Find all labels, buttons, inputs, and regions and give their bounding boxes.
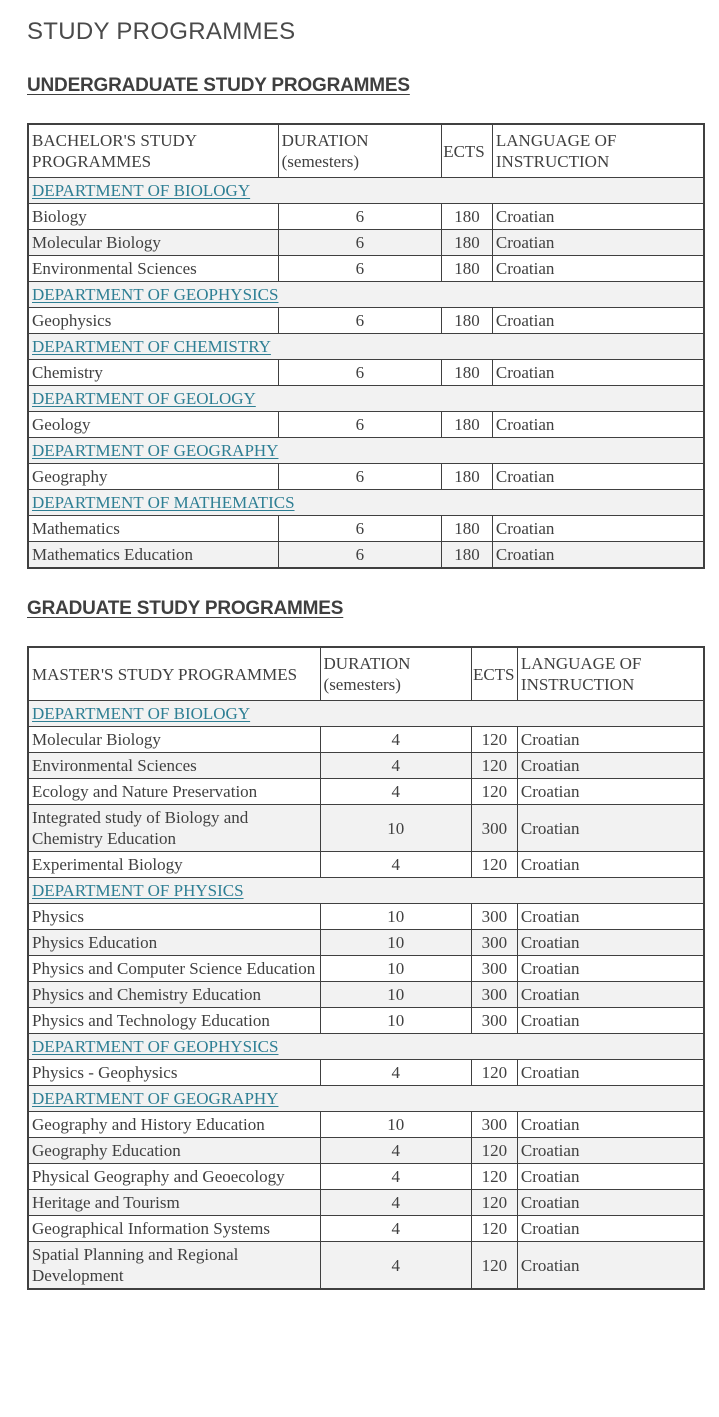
programme-language: Croatian: [517, 1164, 704, 1190]
department-cell: [28, 438, 704, 464]
programme-duration: 10: [320, 805, 471, 852]
programme-name: Physics Education: [28, 930, 320, 956]
programme-name: Physics and Chemistry Education: [28, 982, 320, 1008]
department-link[interactable]: DEPARTMENT OF GEOPHYSICS: [32, 1037, 279, 1056]
department-row: [28, 1086, 704, 1112]
programme-name: Physics and Technology Education: [28, 1008, 320, 1034]
programme-ects: 180: [442, 464, 493, 490]
programme-duration: 6: [278, 360, 442, 386]
department-cell: [28, 878, 704, 904]
programme-name: Physics - Geophysics: [28, 1060, 320, 1086]
department-row: [28, 178, 704, 204]
programme-row: [28, 542, 704, 569]
column-header: ECTS: [471, 647, 517, 701]
programme-language: Croatian: [492, 256, 704, 282]
department-link[interactable]: DEPARTMENT OF BIOLOGY: [32, 704, 251, 723]
programme-name: Experimental Biology: [28, 852, 320, 878]
programme-ects: 300: [471, 982, 517, 1008]
programme-row: [28, 982, 704, 1008]
programme-name: Heritage and Tourism: [28, 1190, 320, 1216]
programme-language: Croatian: [517, 1242, 704, 1290]
programme-language: Croatian: [492, 464, 704, 490]
programme-name: Physics and Computer Science Education: [28, 956, 320, 982]
page-title: STUDY PROGRAMMES: [27, 18, 296, 45]
programme-ects: 180: [442, 516, 493, 542]
programme-ects: 300: [471, 805, 517, 852]
programme-row: [28, 1060, 704, 1086]
programme-language: Croatian: [492, 308, 704, 334]
programme-language: Croatian: [517, 1216, 704, 1242]
programme-name: Biology: [28, 204, 278, 230]
programme-duration: 10: [320, 1008, 471, 1034]
programme-language: Croatian: [492, 204, 704, 230]
programme-language: Croatian: [517, 1112, 704, 1138]
programme-ects: 120: [471, 727, 517, 753]
programme-ects: 180: [442, 542, 493, 569]
programme-duration: 10: [320, 956, 471, 982]
programme-duration: 6: [278, 464, 442, 490]
programme-duration: 4: [320, 1190, 471, 1216]
programme-duration: 6: [278, 516, 442, 542]
programme-duration: 6: [278, 542, 442, 569]
programme-row: [28, 779, 704, 805]
column-header: DURATION (semesters): [320, 647, 471, 701]
programme-name: Geographical Information Systems: [28, 1216, 320, 1242]
programme-row: [28, 1242, 704, 1290]
department-link[interactable]: DEPARTMENT OF MATHEMATICS: [32, 493, 295, 512]
programme-ects: 300: [471, 956, 517, 982]
programme-language: Croatian: [517, 805, 704, 852]
programme-duration: 6: [278, 256, 442, 282]
programme-row: [28, 516, 704, 542]
programme-row: [28, 1216, 704, 1242]
section-heading: GRADUATE STUDY PROGRAMMES: [27, 598, 344, 619]
programme-row: [28, 956, 704, 982]
programme-row: [28, 904, 704, 930]
department-link[interactable]: DEPARTMENT OF GEOLOGY: [32, 389, 256, 408]
programme-name: Molecular Biology: [28, 230, 278, 256]
programme-name: Physics: [28, 904, 320, 930]
programme-language: Croatian: [492, 360, 704, 386]
programme-row: [28, 1164, 704, 1190]
programme-name: Mathematics: [28, 516, 278, 542]
table-header-row: [28, 647, 704, 701]
programme-row: [28, 753, 704, 779]
programme-name: Spatial Planning and Regional Development: [28, 1242, 320, 1290]
programme-row: [28, 805, 704, 852]
table-header-row: [28, 124, 704, 178]
programme-duration: 4: [320, 727, 471, 753]
programme-language: Croatian: [517, 727, 704, 753]
department-link[interactable]: DEPARTMENT OF GEOGRAPHY: [32, 441, 279, 460]
column-header: MASTER'S STUDY PROGRAMMES: [28, 647, 320, 701]
programme-language: Croatian: [492, 516, 704, 542]
programme-row: [28, 1190, 704, 1216]
programme-row: [28, 256, 704, 282]
programme-language: Croatian: [517, 904, 704, 930]
programme-duration: 10: [320, 1112, 471, 1138]
programme-ects: 120: [471, 1190, 517, 1216]
programme-ects: 300: [471, 1008, 517, 1034]
department-row: [28, 282, 704, 308]
column-header: LANGUAGE OF INSTRUCTION: [492, 124, 704, 178]
programme-name: Physical Geography and Geoecology: [28, 1164, 320, 1190]
programme-row: [28, 727, 704, 753]
department-link[interactable]: DEPARTMENT OF GEOGRAPHY: [32, 1089, 279, 1108]
column-header: BACHELOR'S STUDY PROGRAMMES: [28, 124, 278, 178]
programme-row: [28, 204, 704, 230]
programme-row: [28, 308, 704, 334]
programme-name: Ecology and Nature Preservation: [28, 779, 320, 805]
programme-language: Croatian: [517, 1138, 704, 1164]
programme-ects: 180: [442, 230, 493, 256]
programme-duration: 6: [278, 412, 442, 438]
column-header: LANGUAGE OF INSTRUCTION: [517, 647, 704, 701]
graduate-programmes-table: [27, 646, 705, 1290]
programme-language: Croatian: [517, 1190, 704, 1216]
study-section: [27, 75, 705, 569]
department-row: [28, 386, 704, 412]
department-cell: [28, 1086, 704, 1112]
department-row: [28, 334, 704, 360]
programme-ects: 120: [471, 1216, 517, 1242]
programme-name: Geography Education: [28, 1138, 320, 1164]
programme-ects: 120: [471, 1242, 517, 1290]
column-header: DURATION (semesters): [278, 124, 442, 178]
department-cell: [28, 1034, 704, 1060]
programme-ects: 120: [471, 753, 517, 779]
undergraduate-programmes-table: [27, 123, 705, 569]
department-row: [28, 701, 704, 727]
programme-name: Integrated study of Biology and Chemistry Education: [28, 805, 320, 852]
programme-name: Geology: [28, 412, 278, 438]
programme-ects: 300: [471, 1112, 517, 1138]
department-cell: [28, 334, 704, 360]
programme-language: Croatian: [517, 930, 704, 956]
programme-row: [28, 464, 704, 490]
department-cell: [28, 386, 704, 412]
department-row: [28, 878, 704, 904]
programme-language: Croatian: [517, 1060, 704, 1086]
column-header: ECTS: [442, 124, 493, 178]
programme-duration: 4: [320, 852, 471, 878]
programme-ects: 300: [471, 904, 517, 930]
programme-name: Chemistry: [28, 360, 278, 386]
department-cell: [28, 178, 704, 204]
programme-ects: 180: [442, 204, 493, 230]
sections-container: [27, 75, 705, 1290]
programme-language: Croatian: [517, 1008, 704, 1034]
department-link[interactable]: DEPARTMENT OF CHEMISTRY: [32, 337, 271, 356]
programme-duration: 10: [320, 930, 471, 956]
department-link[interactable]: DEPARTMENT OF GEOPHYSICS: [32, 285, 279, 304]
programme-name: Geophysics: [28, 308, 278, 334]
programme-duration: 6: [278, 308, 442, 334]
programme-name: Environmental Sciences: [28, 753, 320, 779]
programme-row: [28, 852, 704, 878]
programme-language: Croatian: [517, 852, 704, 878]
programme-duration: 6: [278, 204, 442, 230]
programme-ects: 120: [471, 852, 517, 878]
programme-duration: 4: [320, 1216, 471, 1242]
study-section: [27, 598, 705, 1290]
programme-ects: 180: [442, 412, 493, 438]
programme-row: [28, 1008, 704, 1034]
programme-language: Croatian: [492, 412, 704, 438]
department-cell: [28, 701, 704, 727]
programme-language: Croatian: [492, 230, 704, 256]
programme-duration: 4: [320, 1242, 471, 1290]
programme-duration: 4: [320, 779, 471, 805]
programme-duration: 6: [278, 230, 442, 256]
programme-row: [28, 360, 704, 386]
programme-language: Croatian: [517, 753, 704, 779]
programme-name: Geography and History Education: [28, 1112, 320, 1138]
programme-row: [28, 930, 704, 956]
section-heading: UNDERGRADUATE STUDY PROGRAMMES: [27, 75, 410, 96]
programme-ects: 120: [471, 1164, 517, 1190]
programme-language: Croatian: [492, 542, 704, 569]
department-row: [28, 438, 704, 464]
department-cell: [28, 490, 704, 516]
programme-language: Croatian: [517, 982, 704, 1008]
programme-duration: 4: [320, 1060, 471, 1086]
programme-language: Croatian: [517, 956, 704, 982]
programme-duration: 4: [320, 1138, 471, 1164]
programme-ects: 300: [471, 930, 517, 956]
department-row: [28, 490, 704, 516]
programme-name: Environmental Sciences: [28, 256, 278, 282]
programme-ects: 180: [442, 360, 493, 386]
programme-duration: 10: [320, 904, 471, 930]
programme-row: [28, 1138, 704, 1164]
programme-name: Molecular Biology: [28, 727, 320, 753]
programme-ects: 120: [471, 1138, 517, 1164]
department-link[interactable]: DEPARTMENT OF BIOLOGY: [32, 181, 251, 200]
programme-language: Croatian: [517, 779, 704, 805]
programme-ects: 120: [471, 779, 517, 805]
programme-name: Geography: [28, 464, 278, 490]
department-cell: [28, 282, 704, 308]
programme-ects: 180: [442, 308, 493, 334]
programme-duration: 4: [320, 753, 471, 779]
programme-row: [28, 1112, 704, 1138]
programme-ects: 120: [471, 1060, 517, 1086]
programme-ects: 180: [442, 256, 493, 282]
programme-duration: 4: [320, 1164, 471, 1190]
programme-row: [28, 230, 704, 256]
programme-duration: 10: [320, 982, 471, 1008]
department-link[interactable]: DEPARTMENT OF PHYSICS: [32, 881, 244, 900]
programme-name: Mathematics Education: [28, 542, 278, 569]
department-row: [28, 1034, 704, 1060]
programme-row: [28, 412, 704, 438]
